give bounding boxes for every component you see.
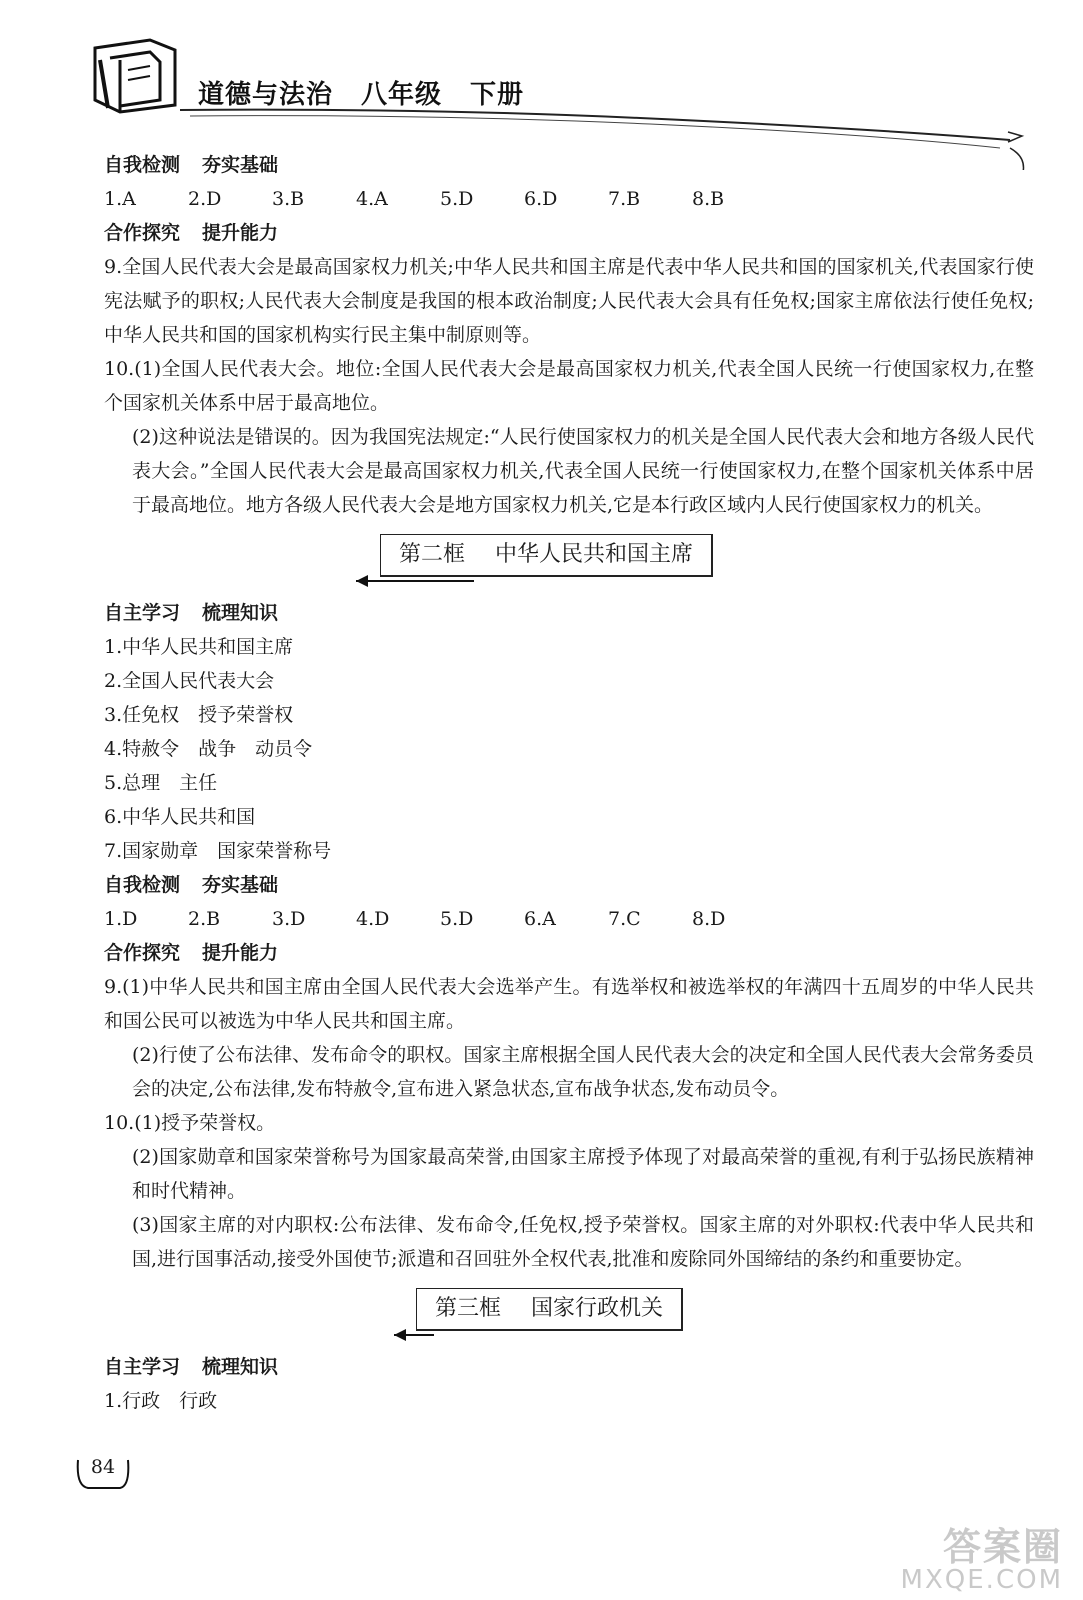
answer-paragraph: 9.全国人民代表大会是最高国家权力机关;中华人民共和国主席是代表中华人民共和国的国家机关,代表国家行使宪法赋予的职权;人民代表大会制度是我国的根本政治制度;人民代表大会具有任免权;国家主席依法行使任免权;中华人民共和国的国家机构实行民主集中制原则等。	[104, 256, 1034, 346]
section-heading: 自主学习 梳理知识	[104, 1356, 279, 1378]
watermark-logo: 答案圈 MXQE.COM	[900, 1525, 1063, 1595]
book-icon	[95, 40, 175, 112]
subject-label: 道德与法治	[198, 80, 334, 110]
section-heading: 合作探究 提升能力	[104, 942, 279, 964]
list-item: 5.总理 主任	[104, 772, 218, 794]
list-item: 4.特赦令 战争 动员令	[104, 738, 313, 760]
multiple-choice-answers: 1.D 2.B 3.D 4.D 5.D 6.A 7.C 8.D	[104, 908, 726, 930]
section-heading: 自我检测 夯实基础	[104, 154, 279, 176]
section-heading: 自主学习 梳理知识	[104, 602, 279, 624]
answer-paragraph: (2)行使了公布法律、发布命令的职权。国家主席根据全国人民代表大会的决定和全国人民代表大会常务委员会的决定,公布法律,发布特赦令,宣布进入紧急状态,宣布战争状态,发布动员令。	[132, 1044, 1034, 1100]
list-item: 7.国家勋章 国家荣誉称号	[104, 840, 332, 862]
answer-paragraph: 10.(1)全国人民代表大会。地位:全国人民代表大会是最高国家权力机关,代表全国人民统一行使国家权力,在整个国家机关体系中居于最高地位。	[104, 358, 1034, 414]
list-item: 1.中华人民共和国主席	[104, 636, 294, 658]
list-item: 6.中华人民共和国	[104, 806, 256, 828]
multiple-choice-answers: 1.A 2.D 3.B 4.A 5.D 6.D 7.B 8.B	[104, 188, 725, 210]
section-heading: 合作探究 提升能力	[104, 222, 279, 244]
answer-paragraph: (2)国家勋章和国家荣誉称号为国家最高荣誉,由国家主席授予体现了对最高荣誉的重视,有利于弘扬民族精神和时代精神。	[132, 1146, 1034, 1202]
list-item: 1.行政 行政	[104, 1390, 218, 1412]
lesson-title-box: 第三框 国家行政机关	[416, 1288, 683, 1331]
answer-paragraph: 9.(1)中华人民共和国主席由全国人民代表大会选举产生。有选举权和被选举权的年满四十五周岁的中华人民共和国公民可以被选为中华人民共和国主席。	[104, 976, 1034, 1032]
section-heading: 自我检测 夯实基础	[104, 874, 279, 896]
list-item: 2.全国人民代表大会	[104, 670, 275, 692]
page-header	[0, 0, 1083, 170]
answer-content	[104, 148, 1034, 1418]
grade-label: 八年级	[361, 80, 443, 110]
page-number: 84	[90, 1456, 116, 1478]
list-item: 3.任免权 授予荣誉权	[104, 704, 294, 726]
answer-paragraph: 10.(1)授予荣誉权。	[104, 1112, 276, 1134]
book-title	[198, 74, 552, 111]
answer-paragraph: (2)这种说法是错误的。因为我国宪法规定:“人民行使国家权力的机关是全国人民代表大会和地方各级人民代表大会。”全国人民代表大会是最高国家权力机关,代表全国人民统一行使国家权力,在整个国家机关体系中居于最高地位。地方各级人民代表大会是地方国家权力机关,它是本行政区域内人民行使国家权力的机关。	[132, 426, 1034, 516]
lesson-frame-2	[104, 522, 1034, 596]
lesson-title-box: 第二框 中华人民共和国主席	[380, 534, 713, 577]
answer-paragraph: (3)国家主席的对内职权:公布法律、发布命令,任免权,授予荣誉权。国家主席的对外职权:代表中华人民共和国,进行国事活动,接受外国使节;派遣和召回驻外全权代表,批准和废除同外国缔结的条约和重要协定。	[132, 1214, 1034, 1270]
lesson-frame-3	[104, 1276, 1034, 1350]
volume-label: 下册	[470, 80, 525, 110]
